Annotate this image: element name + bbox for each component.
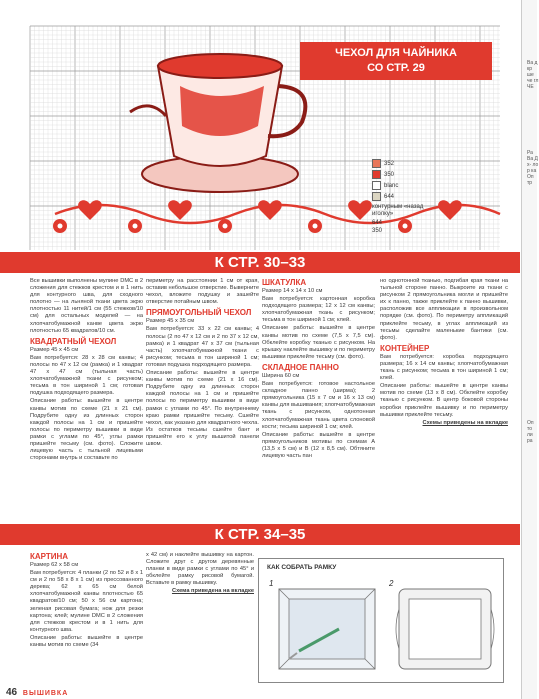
- magazine-brand: ВЫШИВКА: [22, 690, 69, 697]
- legend-row: [372, 158, 444, 169]
- facing-page-edge: [521, 0, 537, 699]
- step-number: 1: [269, 579, 274, 588]
- size-text: Ширина 60 см: [262, 372, 300, 379]
- legend-code: 350: [384, 171, 395, 178]
- frame-illustration: [259, 559, 505, 684]
- legend-row: [372, 191, 444, 202]
- text-column-picture-cont: [146, 552, 254, 597]
- section-title-rect-cover: ПРЯМОУГОЛЬНЫЙ ЧЕХОЛ: [146, 308, 252, 318]
- size-text: Размер 45 х 45 см: [30, 346, 79, 353]
- materials-text: Вам потребуется: картонная коробка подходящего размера; 12 х 12 см канвы; хлопчатобумажная ткань с рисунком; тесьма в тон шириной 1 см; клей.: [262, 296, 375, 324]
- flower-center-motif: [133, 224, 138, 229]
- chart-legend: [372, 158, 444, 234]
- legend-code: 644: [384, 193, 395, 200]
- size-text: Размер 45 х 35 см: [146, 318, 195, 325]
- legend-row: [372, 180, 444, 191]
- legend-swatch: [372, 170, 381, 179]
- frame-assembly-diagram: [258, 558, 504, 683]
- size-text: Размер 14 х 14 х 10 см: [262, 288, 323, 294]
- description-text: Описание работы: вышейте в центре канвы мотив по схеме (21 х 21 см). Подрубите одну из длинных сторон каждой полосы на 1 см и пришейте полосы по периметру вышивки в виде рамки с углами по 45°, углы рамки пришейте тесьму (см. фото). Сложите лицевую часть с тыльной лицевыми сторонами внутрь и составьте по: [30, 398, 143, 462]
- text-column-3: [262, 276, 375, 461]
- section-band-34-35: К СТР. 34–35: [0, 524, 520, 545]
- page-number: 46: [6, 687, 18, 698]
- legend-swatch: [372, 181, 381, 190]
- section-title-picture: КАРТИНА: [30, 552, 69, 561]
- materials-text: Вам потребуется: 4 планки (2 по 52 и 8 х 1 см и 2 по 58 х 8 х 1 см) из прессованного дерева; 62 х 65 см белой хлопчатобумажной канвы плотностью 65 квадратов/10 см; 50 х 56 см картона; зеленая рисовая бумага; нож для резки картона; клей; мулине DMC в 2 сложения для стежков крестом и в 1 нить для контурного шва.: [30, 570, 143, 633]
- materials-text: Вам потребуется: 33 х 22 см канвы; 4 полосы (2 по 47 х 12 см и 2 по 37 х 12 см, рамка) и 1 квадрат 47 х 37 см (тыльная часть) хлопчатобумажной ткани с рисунком; тесьма в тон шириной 1 см; готовая подушка подходящего размера.: [146, 326, 259, 368]
- text-column-4: [380, 278, 508, 428]
- legend-backstitch-code: 350: [372, 228, 383, 234]
- continuation-text: периметру на расстоянии 1 см от края, оставив небольшое отверстие. Выверните чехол, вложите подушку и зашейте отверстие потайным швом.: [146, 278, 259, 306]
- page-footer: [6, 687, 68, 698]
- legend-swatch: [372, 159, 381, 168]
- legend-code: 352: [384, 160, 395, 167]
- materials-text: Вам потребуется: готовое настольное складное панно (ширмa); 2 прямоугольника (15 х 7 см и 16 х 13 см) канвы для вышивания; хлопчатобумажная ткань с рисунком, однотонная хлопчатобумажная ткань цвета слоновой кости; тесьма шириной 1 см; клей.: [262, 381, 375, 430]
- edge-text: Оп то ли ра: [527, 420, 534, 444]
- legend-code: blanc: [384, 182, 399, 189]
- legend-backstitch-code: 644: [372, 220, 383, 226]
- description-text: Описание работы: вышейте в центре прямоугольников мотивы по схемам А (13,5 х 5 см) и В (12 х 8,5 см). Обтяните лицевую часть пан: [262, 431, 375, 459]
- frame-diagram-title: КАК СОБРАТЬ РАМКУ: [267, 564, 337, 571]
- section-title-box: ШКАТУЛКА: [262, 278, 307, 287]
- description-text: Описание работы: вышейте в центре канвы мотив по схеме (21 х 16 см). Подрубите одну из длинных сторон каждой полосы на 1 см и пришейте полосы по периметру вышивки в виде рамки с углами по 45°. По внутреннему краю рамки пришейте тесьму. Сшейте чехол, как указано для квадратного чехла. Из остатков тесьмы сшейте бант и пришейте его к углу вышитой панели швом.: [146, 370, 259, 447]
- flower-center-motif: [313, 224, 318, 229]
- continuation-text: но однотонной тканью, подгибая края ткани на тыльной стороне панно. Выкроите из ткани с рисунком 2 прямоугольника могли и пришейте их к панно, также приклейте к панно вышивки, расположив все аппликации в произвольном порядке (см. фото). По периметру аппликаций приклейте тесьму, в углах аппликаций из тесьмы сделайте маленькие бантики (см. фото).: [380, 278, 508, 341]
- cup-rim-motif: [158, 54, 282, 78]
- section-title-container: КОНТЕЙНЕР: [380, 343, 430, 353]
- text-column-2: [146, 278, 259, 449]
- description-text: Описание работы: вышейте в центре канвы мотив по схеме (7,5 х 7,5 см). Обклейте коробку тканью с рисунком. На крышку наклейте вышивку и по периметру вышивки приклейте тесьму (см. фото).: [262, 325, 375, 360]
- legend-row: [372, 169, 444, 180]
- section-title-square-cover: КВАДРАТНЫЙ ЧЕХОЛ: [30, 336, 117, 346]
- insert-reference: Схемы приведены на вкладке: [422, 419, 508, 426]
- flower-center-motif: [58, 224, 63, 229]
- description-text: Описание работы: вышейте в центре канвы мотив по схеме (34: [30, 634, 143, 649]
- step-number: 2: [389, 579, 394, 588]
- edge-text: Ва д кр ше че гл ЧЕ: [527, 60, 539, 90]
- text-column-picture: [30, 550, 143, 650]
- materials-text: Вам потребуется: коробка подходящего размера; 16 х 14 см канвы; хлопчатобумажная ткань с рисунком; тесьма в тон шириной 1 см; клей.: [380, 353, 508, 382]
- chart-header-title: ЧЕХОЛ ДЛЯ ЧАЙНИКА: [335, 47, 457, 59]
- chart-header: [300, 42, 492, 80]
- legend-swatch: [372, 192, 381, 201]
- description-text: Описание работы: вышейте в центре канвы мотив по схеме (13 х 8 см). Обклейте коробку тканью с рисунком. В центр боковой стороны коробки приклейте вышивку и по периметру вышивки приклейте тесьму.: [380, 383, 508, 418]
- section-band-30-33: К СТР. 30–33: [0, 252, 520, 273]
- materials-text: Вам потребуется: 28 х 28 см канвы; 4 полосы по 47 х 12 см (рамка) и 1 квадрат 47 х 47 см (тыльная часть) хлопчатобумажной ткани с рисунком; тесьма в тон шириной 1 см; готовая подушка подходящего размера.: [30, 354, 143, 397]
- size-text: Размер 62 х 58 см: [30, 562, 79, 568]
- intro-text: Все вышивки выполнены мулине DMC в 2 сложения для стежков крестом и в 1 нить для контурного шва, для сходного полотно — на льняной ткани цвета экрю плотностью 11 нитей/1 см (55 стежков/10 см) для остальных моделей — на хлопчатобумажной канве цвета экрю плотностью 65 квадратов/10 см.: [30, 278, 143, 334]
- insert-reference: Схема приведена на вкладке: [171, 588, 254, 595]
- legend-backstitch-note: контурным «назад иголку»: [372, 204, 424, 217]
- section-title-panel: СКЛАДНОЕ ПАННО: [262, 362, 339, 372]
- continuation-text: х 42 см) и наклейте вышивку на картон. Сложите друг с другом деревянные планки в виде рамки с углами по 45° и обклейте рамку рисовой бумагой. Вставьте в рамку вышивку.: [146, 552, 254, 587]
- flower-center-motif: [223, 224, 228, 229]
- chart-header-page: СО СТР. 29: [367, 62, 425, 74]
- frame-step-1-drawing: [279, 589, 375, 669]
- text-column-1: [30, 278, 143, 463]
- frame-step-2-drawing: [396, 589, 494, 669]
- edge-text: Ра Ва Д х- ло р ка Оп тр: [527, 150, 539, 186]
